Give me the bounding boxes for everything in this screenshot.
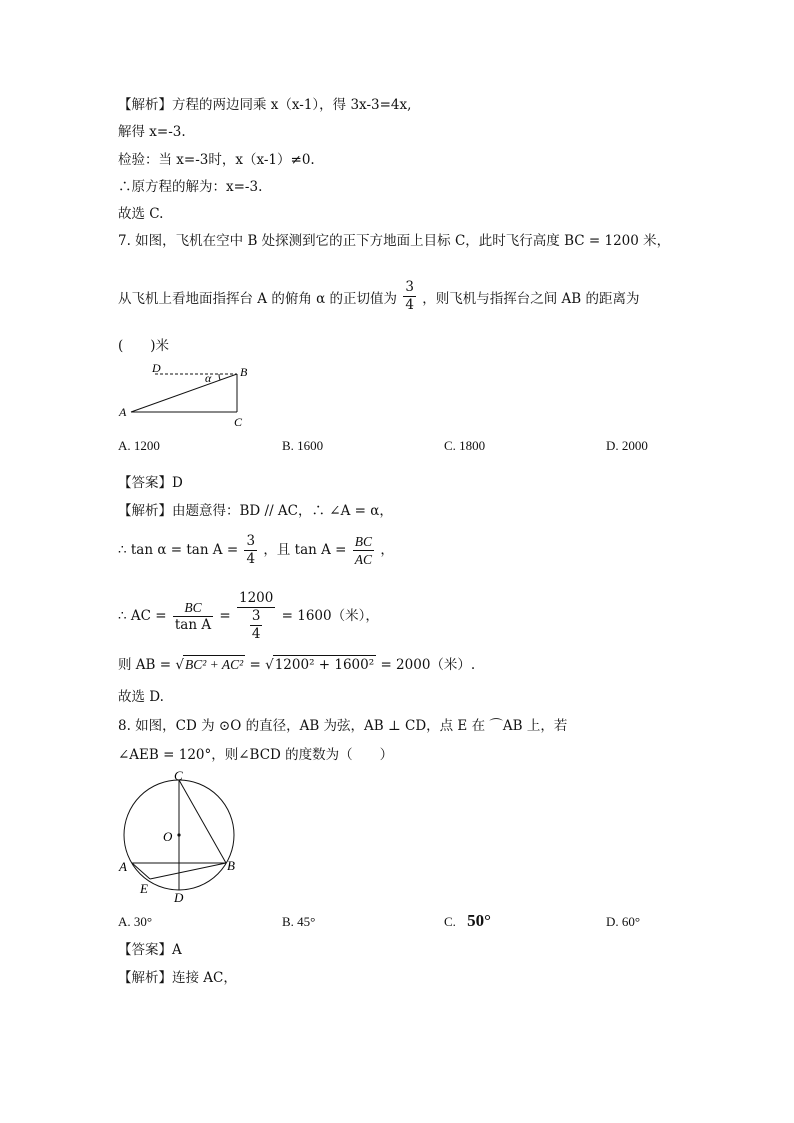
q8-option-d: D. 60° — [606, 914, 641, 929]
q7-stem-line-1: 7. 如图，飞机在空中 B 处探测到它的正下方地面上目标 C，此时飞行高度 BC = 1200 米， — [118, 233, 671, 249]
label-e: E — [140, 881, 148, 896]
q7-option-b: B. 1600 — [282, 438, 324, 453]
q7-stem-fraction — [403, 279, 416, 314]
q7-analysis-2a: ∴ tan α = tan A = — [118, 542, 239, 558]
q7-analysis-2c: ， — [380, 542, 394, 558]
q6-analysis-line — [118, 96, 411, 114]
q7-stem-text-b: ，则飞机与指挥台之间 AB 的距离为 — [422, 291, 640, 307]
q7-analysis-line-1 — [118, 502, 393, 520]
q8-option-c-prefix: C. — [444, 914, 456, 929]
q6-check-line: 检验：当 x=-3时，x（x-1）≠0. — [118, 152, 315, 168]
q8-option-c-value: 50° — [467, 911, 491, 930]
q7-radicand-1: BC² + AC² — [184, 657, 244, 672]
q7-analysis-3-eq: = — [219, 608, 231, 624]
q7-analysis-3-fraction — [173, 599, 213, 634]
segment-cb — [179, 780, 226, 863]
analysis-label: 【解析】 — [118, 503, 172, 519]
q7-analysis-3-compound-fraction — [237, 590, 275, 643]
q8-option-c — [444, 911, 491, 931]
fraction-denominator: 4 — [405, 297, 414, 313]
q7-analysis-line-2 — [118, 533, 394, 568]
q7-option-d: D. 2000 — [606, 438, 648, 453]
q7-stem-line-2 — [118, 279, 640, 314]
label-d: D — [174, 890, 184, 905]
q8-circle-figure — [115, 770, 245, 905]
fraction-denominator: tan A — [174, 617, 212, 633]
q7-answer-value: D — [172, 475, 183, 491]
q8-option-a: A. 30° — [118, 914, 153, 929]
q7-analysis-line-3 — [118, 590, 379, 643]
q8-stem-line-2: ∠AEB = 120°，则∠BCD 的度数为（ ） — [118, 747, 394, 763]
q7-stem-text-a: 从飞机上看地面指挥台 A 的俯角 α 的正切值为 — [118, 291, 398, 307]
q7-analysis-2b: ，且 tan A = — [263, 542, 347, 558]
inner-numerator: 3 — [251, 608, 261, 624]
center-dot — [177, 833, 180, 836]
angle-arc-alpha — [219, 374, 220, 380]
answer-label: 【答案】 — [118, 942, 172, 958]
fraction-denominator: 4 — [246, 551, 256, 567]
q7-analysis-line-4 — [118, 655, 475, 674]
label-c: C — [174, 770, 183, 783]
q7-analysis-2-fraction-bc-ac — [353, 533, 374, 568]
inner-denominator: 4 — [251, 626, 261, 642]
label-d: D — [152, 361, 161, 375]
analysis-label: 【解析】 — [118, 970, 172, 986]
inner-fraction — [250, 608, 263, 643]
q8-stem-line-1: 8. 如图，CD 为 ⊙O 的直径，AB 为弦，AB ⊥ CD，点 E 在 ⌒AB 上，若 — [118, 718, 568, 734]
q7-triangle-figure — [115, 360, 265, 432]
q7-analysis-2-fraction — [244, 533, 257, 568]
sqrt-symbol: √ — [265, 657, 274, 673]
q7-analysis-3a: ∴ AC = — [118, 608, 167, 624]
q8-option-b: B. 45° — [282, 914, 316, 929]
q7-analysis-4-eq: = — [249, 657, 261, 673]
label-a: A — [119, 859, 127, 874]
q7-choose-line: 故选 D. — [118, 689, 164, 705]
label-o: O — [163, 829, 173, 844]
sqrt-symbol: √ — [175, 657, 184, 673]
segment-ab — [131, 374, 237, 412]
q7-analysis-3b: = 1600（米）， — [281, 608, 379, 624]
q7-option-c: C. 1800 — [444, 438, 486, 453]
q8-answer-value: A — [172, 942, 182, 958]
label-alpha: α — [205, 371, 212, 385]
q7-analysis-4a: 则 AB = — [118, 657, 172, 673]
fraction-numerator: 3 — [405, 279, 414, 295]
segment-ae — [132, 863, 150, 879]
label-c: C — [234, 415, 243, 429]
q7-analysis-text-1: 由题意得：BD // AC，∴ ∠A = α， — [172, 503, 393, 519]
fraction-denominator: AC — [354, 552, 373, 567]
fraction-numerator: 1200 — [238, 590, 274, 606]
fraction-numerator: BC — [354, 534, 373, 549]
q7-analysis-4b: = 2000（米）. — [380, 657, 476, 673]
q7-option-a: A. 1200 — [118, 438, 160, 453]
answer-label: 【答案】 — [118, 475, 172, 491]
q6-solution-line: ∴原方程的解为：x=-3. — [118, 179, 263, 195]
q7-stem-line-3: ( )米 — [118, 338, 170, 354]
q6-choose-line: 故选 C. — [118, 206, 164, 222]
q6-analysis-text: 方程的两边同乘 x（x-1），得 3x-3=4x, — [172, 97, 412, 113]
analysis-label: 【解析】 — [118, 97, 172, 113]
fraction-denominator — [237, 608, 275, 643]
q8-answer-line — [118, 941, 182, 959]
fraction-numerator: 3 — [246, 533, 256, 549]
label-b: B — [240, 365, 248, 379]
q7-answer-line — [118, 474, 183, 492]
q8-analysis-line — [118, 969, 237, 987]
label-b: B — [227, 858, 235, 873]
q8-analysis-text: 连接 AC， — [172, 970, 237, 986]
fraction-numerator: BC — [173, 599, 213, 617]
q7-radicand-2: 1200² + 1600² — [274, 657, 375, 673]
label-a: A — [119, 405, 127, 419]
q6-solve-line: 解得 x=-3. — [118, 124, 186, 140]
